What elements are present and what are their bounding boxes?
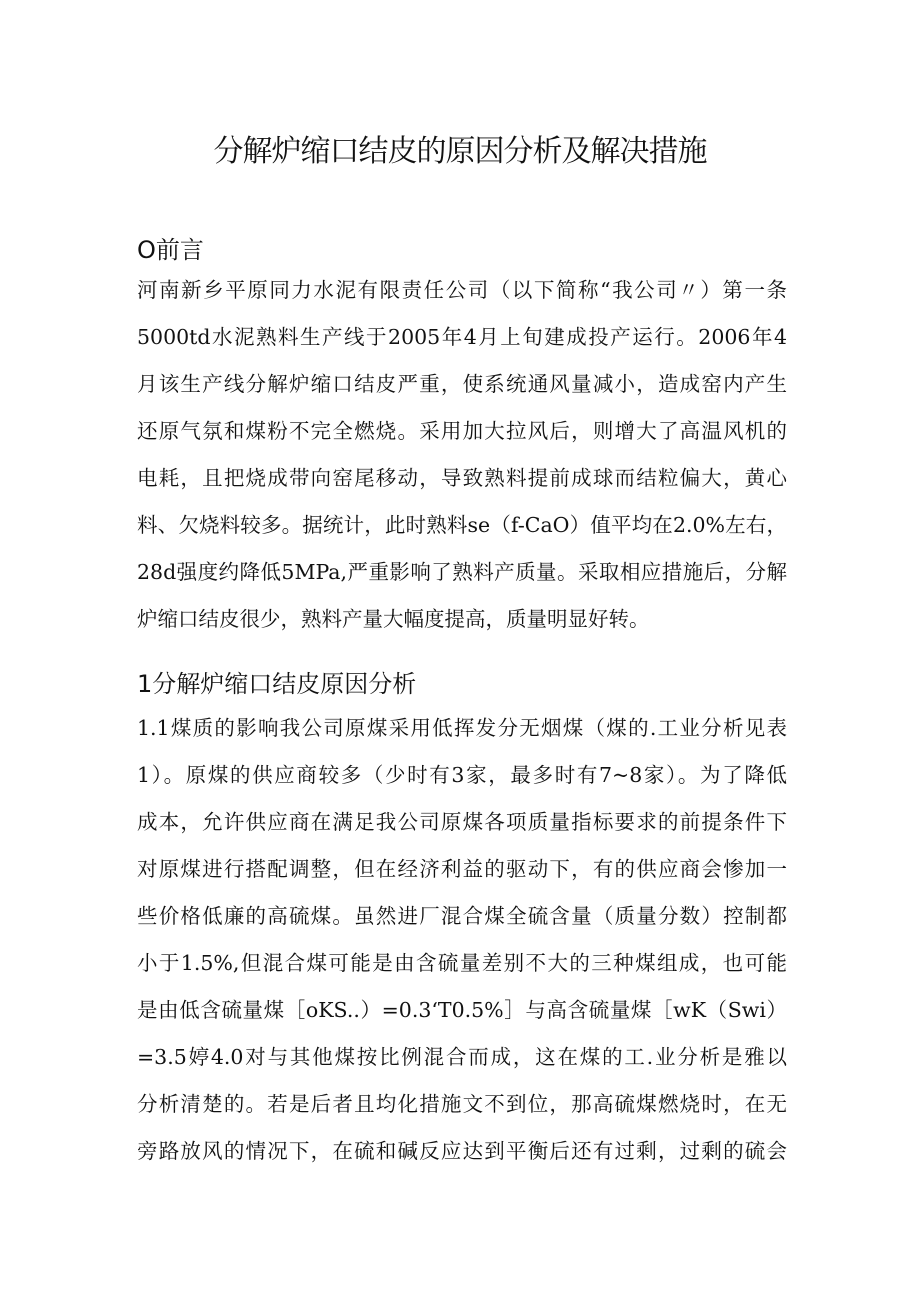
paragraph-line: 对原煤进行搭配调整，但在经济利益的驱动下，有的供应商会惨加一 — [137, 857, 787, 881]
paragraph-line: 是由低含硫量煤［oKS..）=0.3‘T0.5%］与高含硫量煤［wK（Swi） — [137, 998, 787, 1022]
paragraph-line: 1.1煤质的影响我公司原煤采用低挥发分无烟煤（煤的.工业分析见表 — [137, 716, 787, 740]
paragraph-line: 28d强度约降低5MPa,严重影响了熟料产质量。采取相应措施后，分解 — [137, 560, 787, 584]
paragraph-line: 炉缩口结皮很少，熟料产量大幅度提高，质量明显好转。 — [137, 607, 650, 631]
paragraph-line: 成本，允许供应商在满足我公司原煤各项质量指标要求的前提条件下 — [137, 810, 787, 834]
section-heading-1: 1分解炉缩口结皮原因分析 — [137, 670, 417, 698]
paragraph-line: 小于1.5%,但混合煤可能是由含硫量差别不大的三种煤组成，也可能 — [137, 951, 787, 975]
paragraph-line: =3.5婷4.0对与其他煤按比例混合而成，这在煤的工.业分析是雅以 — [137, 1045, 787, 1069]
section-heading-preface: O前言 — [137, 236, 204, 264]
paragraph-line: 料、欠烧料较多。据统计，此时熟料se（f-CaO）值平均在2.0%左右， — [137, 513, 787, 537]
paragraph-line: 电耗，且把烧成带向窑尾移动，导致熟料提前成球而结粒偏大，黄心 — [137, 466, 787, 490]
paragraph-line: 分析清楚的。若是后者且均化措施文不到位，那高硫煤燃烧时，在无 — [137, 1092, 787, 1116]
paragraph-line: 些价格低廉的高硫煤。虽然进厂混合煤全硫含量（质量分数）控制都 — [137, 904, 787, 928]
paragraph-line: 还原气氛和煤粉不完全燃烧。采用加大拉风后，则增大了高温风机的 — [137, 419, 787, 443]
paragraph-line: 月该生产线分解炉缩口结皮严重，使系统通风量减小，造成窑内产生 — [137, 372, 787, 396]
paragraph-line: 5000td水泥熟料生产线于2005年4月上旬建成投产运行。2006年4 — [137, 325, 787, 349]
paragraph-line: 河南新乡平原同力水泥有限责任公司（以下简称“我公司〃）第一条 — [137, 278, 787, 302]
document-title: 分解炉缩口结皮的原因分析及解决措施 — [213, 134, 707, 169]
paragraph-line: 1）。原煤的供应商较多（少时有3家，最多时有7~8家）。为了降低 — [137, 763, 787, 787]
paragraph-line: 旁路放风的情况下，在硫和碱反应达到平衡后还有过剩，过剩的硫会 — [137, 1139, 787, 1163]
